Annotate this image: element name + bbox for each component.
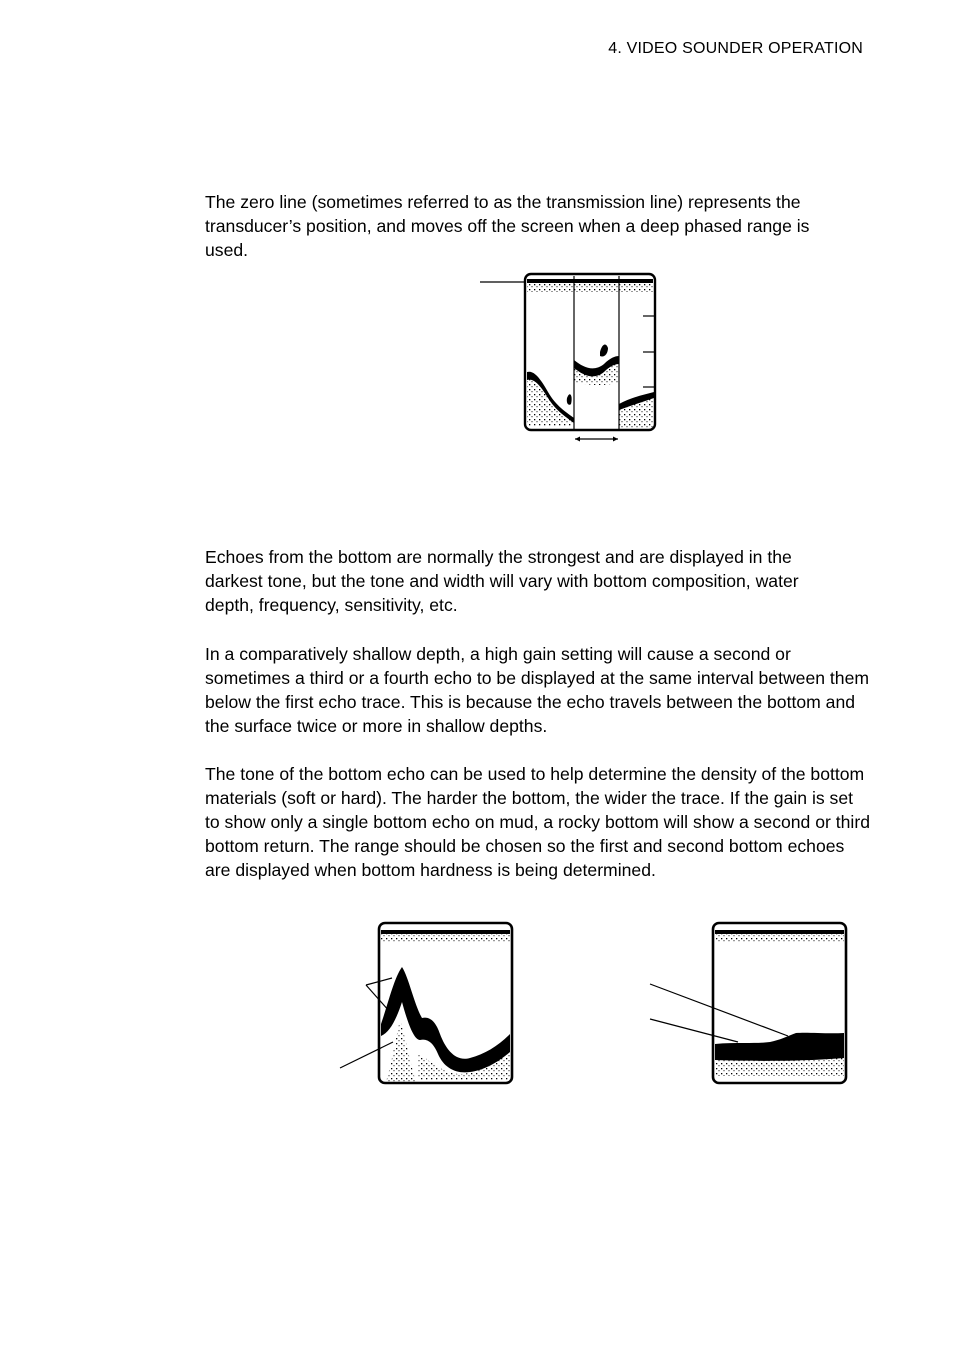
running-header: 4. VIDEO SOUNDER OPERATION <box>608 40 863 57</box>
hard-bottom-echogram-figure <box>330 912 525 1097</box>
paragraph-bottom-tone: The tone of the bottom echo can be used to help determine the density of the bottom materials (soft or hard). The harder the bottom, the wider the trace. If the gain is set to show only a single bottom echo on mud, a rocky bottom will show a second or third bottom return. The range should be chosen so the first and second bottom echoes are displayed when bottom hardness is being determined. <box>205 764 870 880</box>
paragraph-shallow-depth: In a comparatively shallow depth, a high gain setting will cause a second or sometimes a third or a fourth echo to be displayed at the same interval between them below the first echo trace. This is because the echo travels between the bottom and the surface twice or more in shallow depths. <box>205 644 870 736</box>
zero-line-echogram-figure <box>478 268 668 448</box>
zero-line <box>527 279 653 283</box>
paragraph-zero-line: The zero line (sometimes referred to as the transmission line) represents the transducer’s position, and moves off the screen when a deep phased range is used. <box>205 192 810 260</box>
soft-bottom-echogram-figure <box>640 912 855 1097</box>
paragraph-bottom-echoes: Echoes from the bottom are normally the strongest and are displayed in the darkest tone, but the tone and width will vary with bottom composition, water depth, frequency, sensitivity, etc. <box>205 547 799 615</box>
